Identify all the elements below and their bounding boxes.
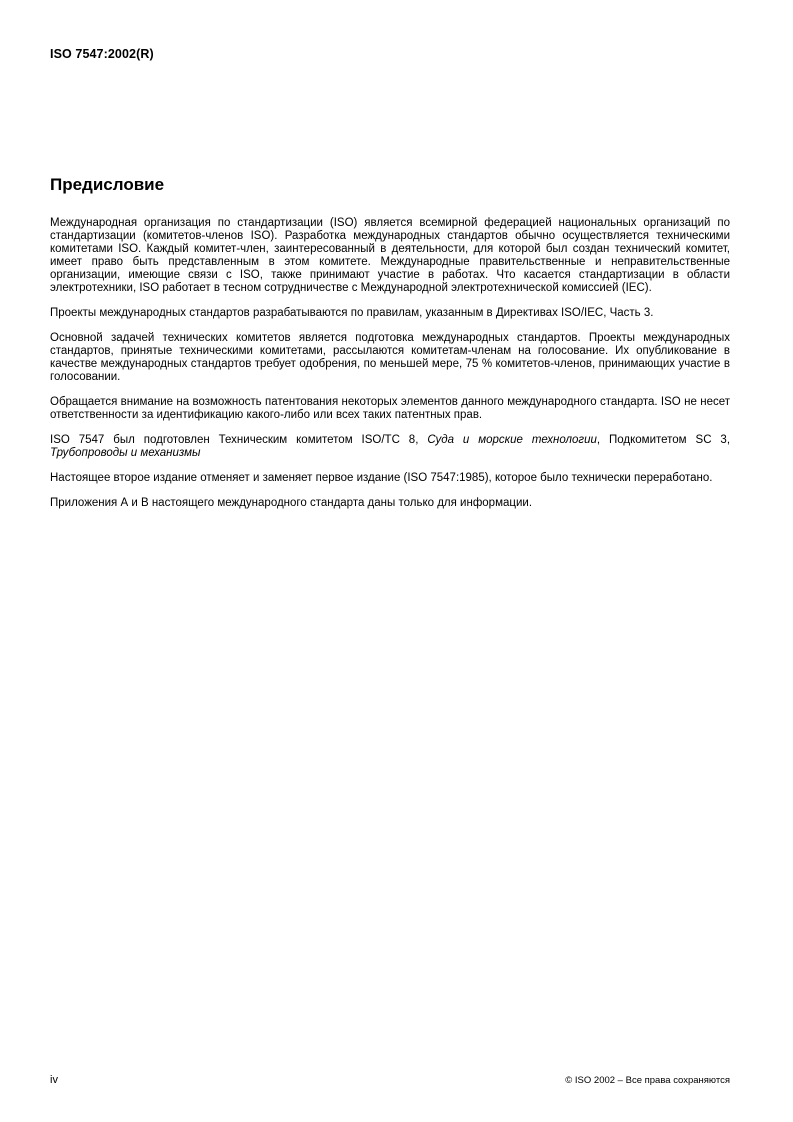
paragraph-annexes: Приложения А и В настоящего международного стандарта даны только для информации.	[50, 497, 533, 509]
section-title: Предисловие	[50, 175, 165, 194]
document-id-header: ISO 7547:2002(R)	[50, 47, 154, 61]
foreword-body	[50, 217, 730, 522]
committee-name: Суда и морские технологии	[427, 434, 597, 446]
copyright-notice: © ISO 2002 – Все права сохраняются	[565, 1075, 730, 1086]
page-number: iv	[50, 1074, 58, 1086]
paragraph-edition: Настоящее второе издание отменяет и заменяет первое издание (ISO 7547:1985), которое было технически переработано.	[50, 472, 713, 484]
paragraph-drafting-rules: Проекты международных стандартов разрабатываются по правилам, указанным в Директивах ISO/IEC, Часть 3.	[50, 307, 654, 319]
committee-text-1: ISO 7547 был подготовлен Техническим комитетом ISO/TC 8,	[50, 434, 428, 446]
paragraph-patent-notice: Обращается внимание на возможность патентования некоторых элементов данного международного стандарта. ISO не несет ответственности за идентификацию какого-либо или всех таких патентных прав.	[50, 396, 730, 421]
paragraph-technical-committees: Основной задачей технических комитетов является подготовка международных стандартов. Проекты международных стандартов, принятые техническими комитетами, рассылаются комитетам-членам на голосование. Их опубликование в качестве международных стандартов требует одобрения, по меньшей мере, 75 % комитетов-членов, принимающих участие в голосовании.	[50, 332, 730, 383]
paragraph-committee-info	[50, 434, 730, 460]
subcommittee-name: Трубопроводы и механизмы	[50, 447, 201, 459]
committee-text-2: , Подкомитетом SC 3,	[596, 434, 731, 446]
paragraph-iso-intro: Международная организация по стандартизации (ISO) является всемирной федерацией национальных организаций по стандартизации (комитетов-членов ISO). Разработка международных стандартов обычно осуществляется техническими комитетами ISO. Каждый комитет-член, заинтересованный в деятельности, для которой был создан технический комитет, имеет право быть представленным в этом комитете. Международные правительственные и неправительственные организации, имеющие связи с ISO, также принимают участие в работах. Что касается стандартизации в области электротехники, ISO работает в тесном сотрудничестве с Международной электротехнической комиссией (IEC).	[50, 217, 730, 294]
